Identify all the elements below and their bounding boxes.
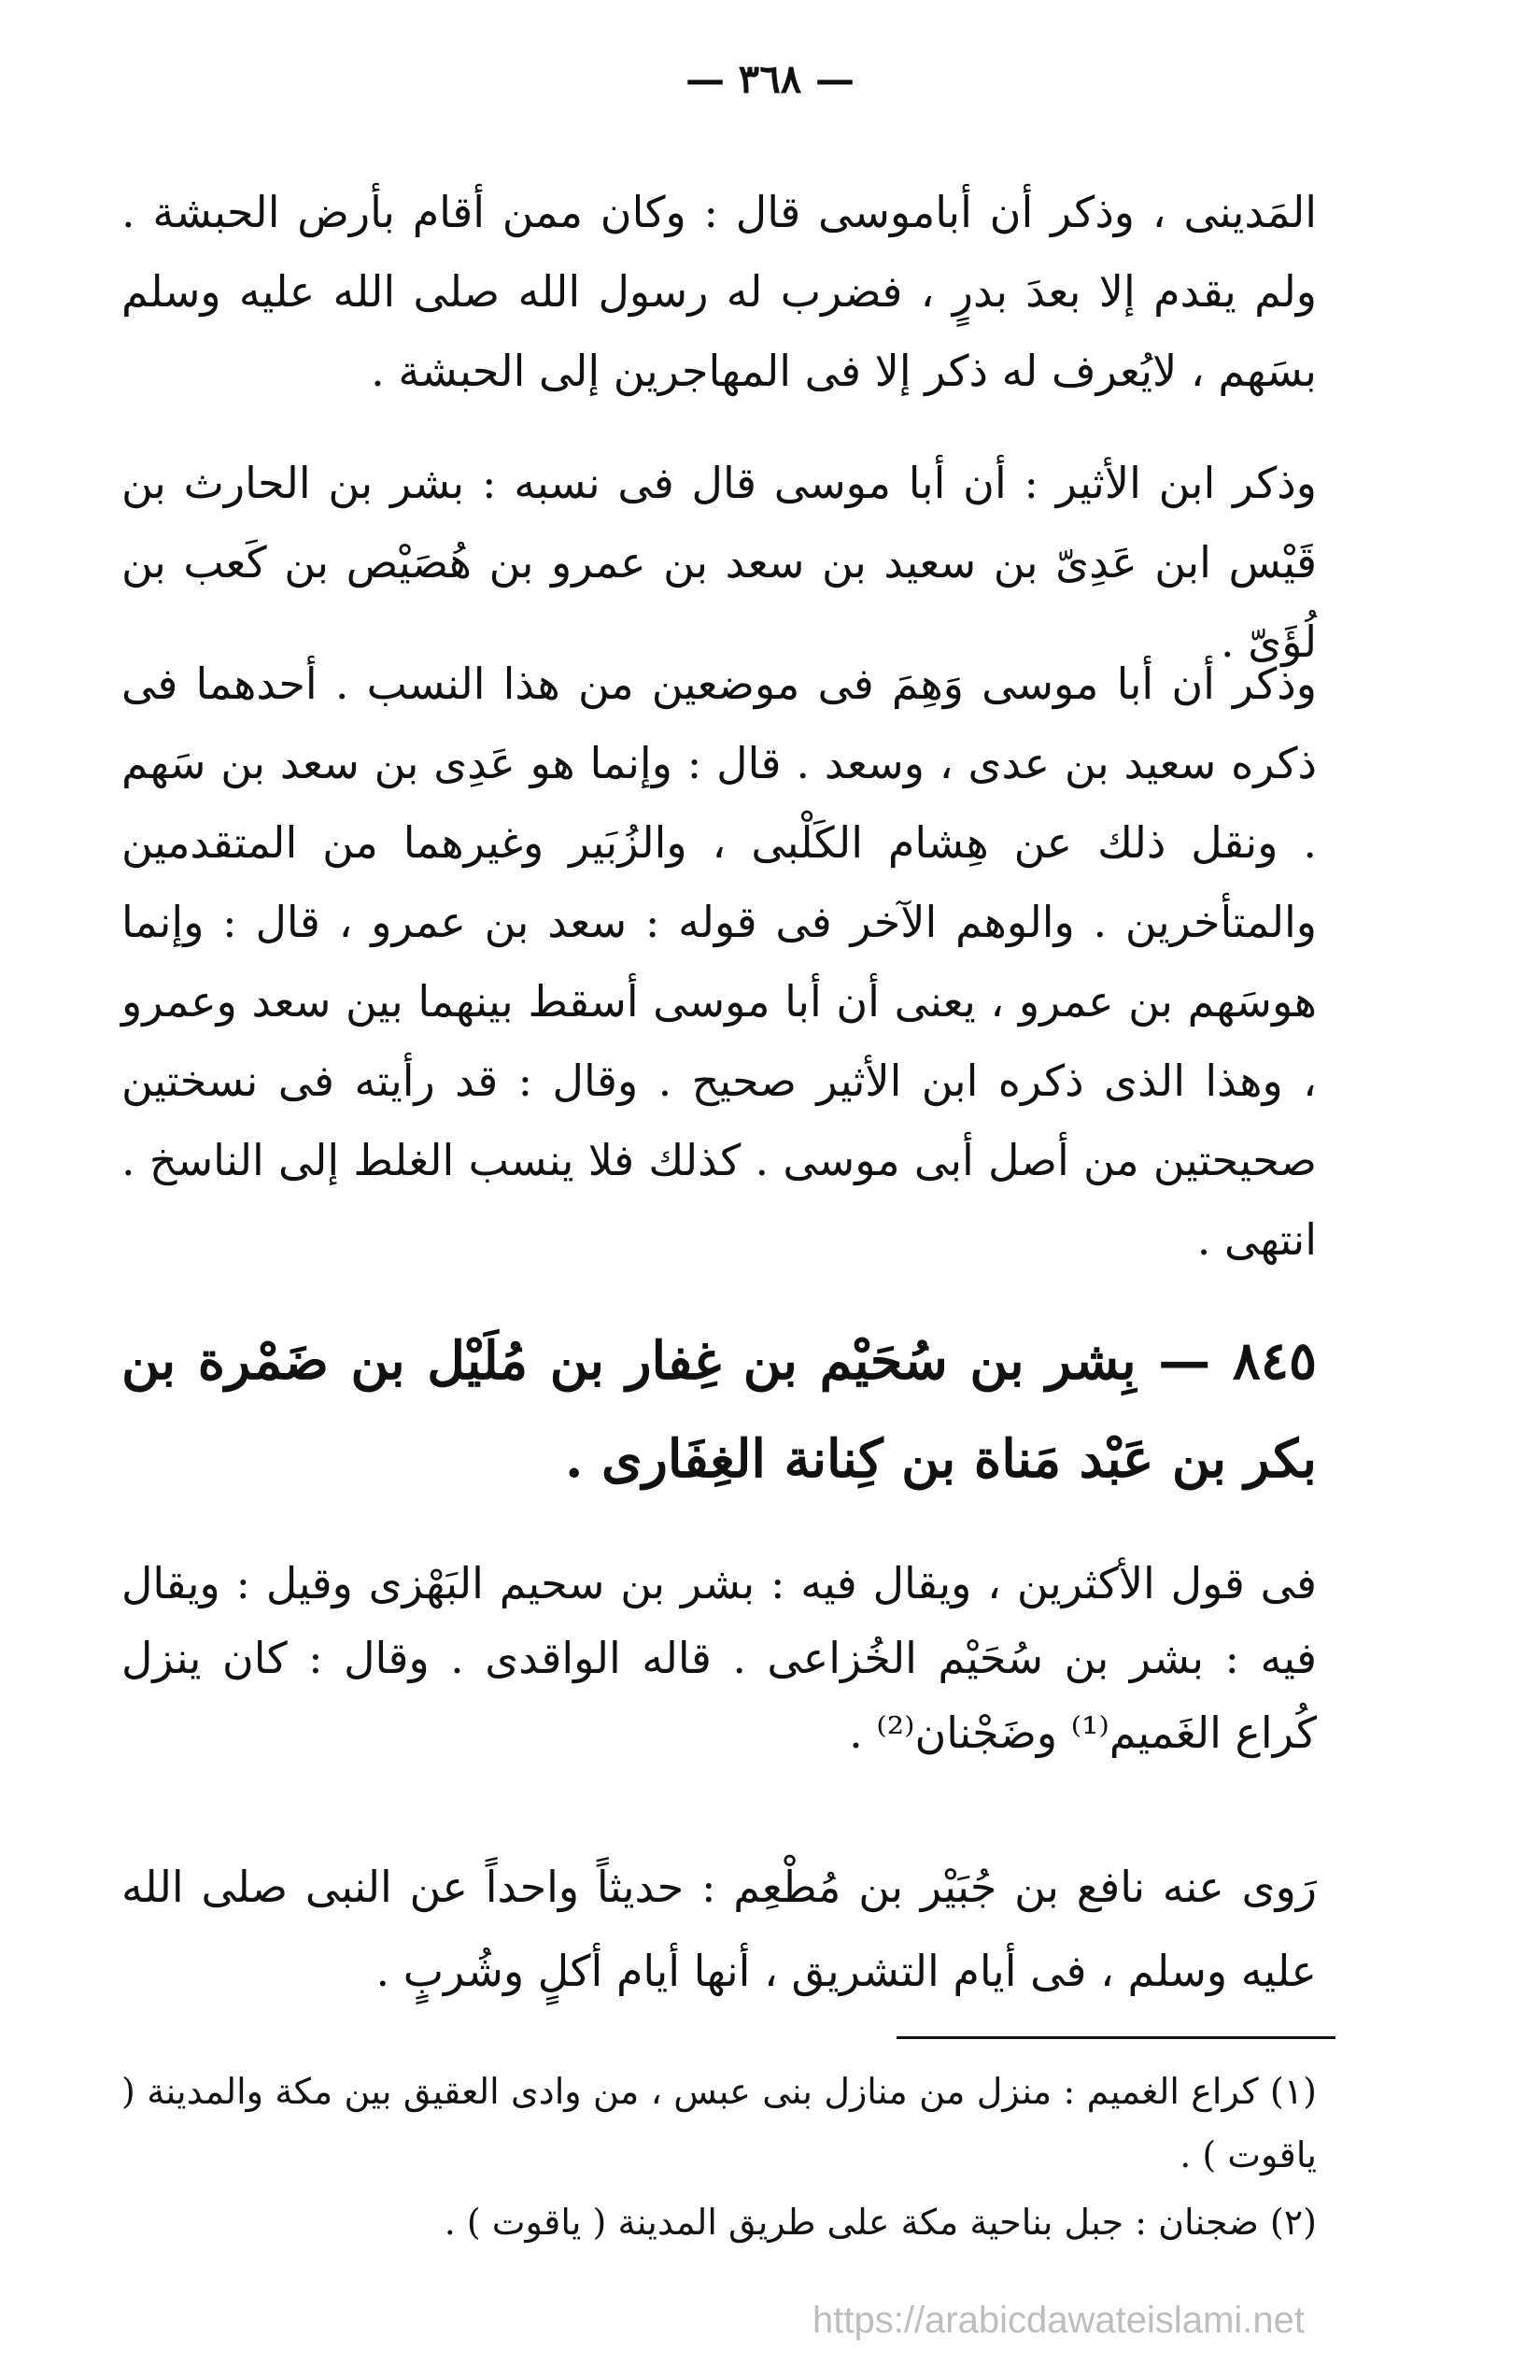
paragraph-1: المَدينى ، وذكر أن أباموسى قال : وكان ممن أقام بأرض الحبشة . ولم يقدم إلا بعدَ بدرٍ ، فضرب له رسول الله صلى الله عليه وسلم بسَهم ، لايُعرف له ذكر إلا فى المهاجرين إلى الحبشة . <box>121 187 1317 396</box>
entry-dash: — <box>1158 1330 1211 1392</box>
footnote-2: (٢) ضجنان : جبل بناحية مكة على طريق المدينة ( ياقوت ) . <box>444 2202 1317 2243</box>
entry-title: بِشر بن سُحَيْم بن غِفار بن مُلَيْل بن ضَمْرة بن بكر بن عَبْد مَناة بن كِنانة الغِفَارى . <box>121 1330 1317 1490</box>
entry-paragraph-2: رَوى عنه نافع بن جُبَيْر بن مُطْعِم : حديثاً واحداً عن النبى صلى الله عليه وسلم ، فى أيام التشريق ، أنها أيام أكلٍ وشُربٍ . <box>121 1862 1317 1996</box>
paragraph-3: وذكر أن أبا موسى وَهِمَ فى موضعين من هذا النسب . أحدهما فى ذكره سعيد بن عدى ، وسعد . قال : وإنما هو عَدِى بن سعد بن سَهم . ونقل ذلك عن هِشام الكَلْبى ، والزُبَير وغيرهما من المتقدمين والمتأخرين . والوهم الآخر فى قوله : سعد بن عمرو ، قال : وإنما هوسَهم بن عمرو ، يعنى أن أبا موسى أسقط بينهما بين سعد وعمرو ، وهذا الذى ذكره ابن الأثير صحيح . وقال : قد رأيته فى نسختين صحيحتين من أصل أبى موسى . كذلك فلا ينسب الغلط إلى الناسخ . انتهى . <box>121 659 1318 1265</box>
watermark-url: https://arabicdawateislami.net <box>812 2300 1305 2341</box>
page-number: — ٣٦٨ — <box>685 56 855 102</box>
entry-paragraph-1: فى قول الأكثرين ، ويقال فيه : بشر بن سحيم البَهْزى وقيل : ويقال فيه : بشر بن سُحَيْم الخُزاعى . قاله الواقدى . وقال : كان ينزل كُراع الغَميم⁽¹⁾ وضَجْنان⁽²⁾ . <box>121 1558 1317 1758</box>
footnote-1: (١) كراع الغميم : منزل من منازل بنى عبس ، من وادى العقيق بين مكة والمدينة ( ياقوت ) . <box>121 2071 1317 2175</box>
entry-number: ٨٤٥ <box>1232 1330 1318 1392</box>
paragraph-2: وذكر ابن الأثير : أن أبا موسى قال فى نسبه : بشر بن الحارث بن قَيْس ابن عَدِىّ بن سعيد بن سعد بن عمرو بن هُصَيْص بن كَعب بن لُؤَىّ . <box>121 458 1317 667</box>
footnote-divider <box>897 2036 1335 2039</box>
entry-heading <box>121 1312 1317 1509</box>
